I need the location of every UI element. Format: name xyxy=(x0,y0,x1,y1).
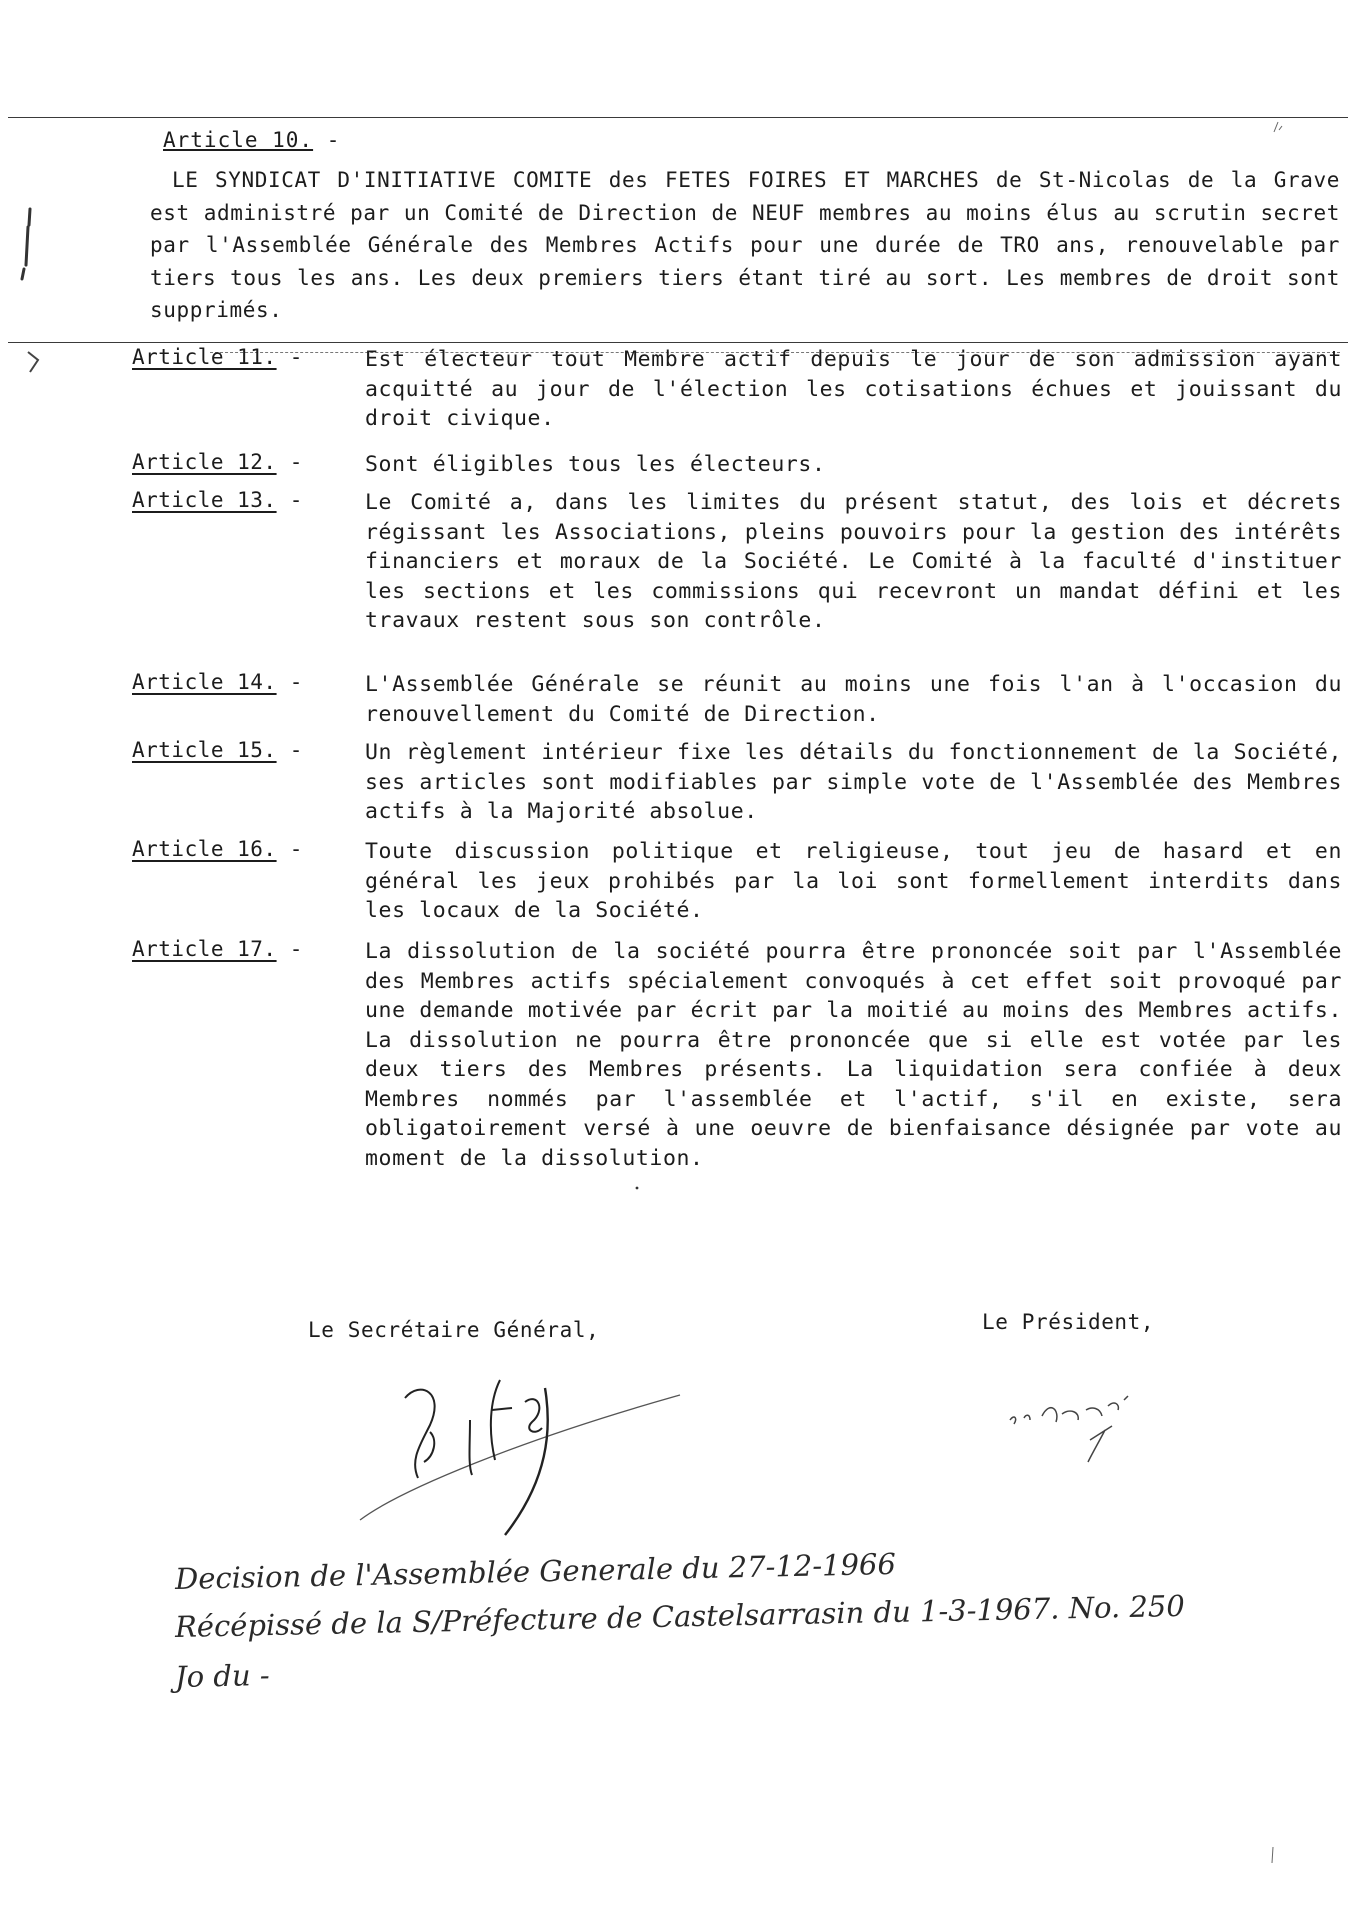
handwritten-line-1: Decision de l'Assemblée Generale du 27-12-1966 xyxy=(174,1546,897,1596)
scan-speck xyxy=(632,1183,642,1193)
article-10-body: LE SYNDICAT D'INITIATIVE COMITE des FETES FOIRES ET MARCHES de St-Nicolas de la Grave est administré par un Comité de Direction de NEUF membres au moins élus au scrutin secret par l'Assemblée Générale des Membres Actifs pour une durée de TRO ans, renouvelable par tiers tous les ans. Les deux premiers tiers étant tiré au sort. Les membres de droit sont supprimés. xyxy=(150,168,1340,322)
president-signature xyxy=(1000,1370,1150,1470)
article-10-heading xyxy=(163,128,340,152)
handwritten-line-3: Jo du - xyxy=(174,1658,270,1694)
article-10-text xyxy=(150,164,1340,327)
margin-mark xyxy=(18,205,38,285)
document-page: Article 10. - LE SYNDICAT D'INITIATIVE COMITE des FETES FOIRES ET MARCHES de St-Nicolas de la Grave est administré par un Comité de Direction de NEUF membres au moins élus au scrutin secret par l'Assemblée Générale des Membres Actifs pour une durée de TRO ans, renouvelable par tiers tous les ans. Les deux premiers tiers étant tiré au sort. Les membres de droit sont supprimés. Article 11. - Est électeur tout Membre actif depuis le jour de son admission ayant acquitté au jour de l'élection les cotisations échues et jouissant du droit civique. Article 12. - Sont éligibles tous les électeurs. Article 13. - Le Comité a, dans les limites du présent statut, des lois et décrets régissant les Associations, pleins pouvoirs pour la gestion des intérêts financiers et moraux de la Société. Le Comité à la faculté d'instituer les sections et les commissions qui recevront un mandat défini et les travaux restent sous son contrôle. Article 14. - L'Assemblée Générale se réunit au moins une fois l'an à l'occasion du renouvellement du Comité de Direction. Article 15. - Un règlement intérieur fixe les détails du fonctionnement de la Société, ses articles sont modifiables par simple vote de l'Assemblée des Membres actifs à la Majorité absolue. Article 16. - Toute discussion politique et religieuse, tout jeu de hasard et en général les jeux prohibés par la loi sont formellement interdits dans les locaux de la Société. Article 17. - La dissolution de la société pourra être prononcée soit par l'Assemblée des Membres actifs spécialement convoqués à cet effet soit provoqué par une demande motivée par écrit par la moitié au moins des Membres actifs. La dissolution ne pourra être prononcée que si elle est votée par les deux tiers des Membres présents. La liquidation sera confiée à deux Membres nommés par l'assemblée et l'actif, s'il en existe, sera obligatoirement versé à une oeuvre de bienfaisance désignée par vote au moment de la dissolution. Le Secrétaire Général, Le Président, Decision de l'Assemblée Generale du 27-12-1966 Récépissé de la S/Préfecture de Castelsarrasin du 1-3-1967. No. 250 Jo du - xyxy=(0,0,1359,1920)
article-17-text: La dissolution de la société pourra être prononcée soit par l'Assemblée des Membres actifs spécialement convoqués à cet effet soit provoqué par une demande motivée par écrit par la moitié au moins des Membres actifs. La dissolution ne pourra être prononcée que si elle est votée par les deux tiers des Membres présents. La liquidation sera confiée à deux Membres nommés par l'assemblée et l'actif, s'il en existe, sera obligatoirement versé à une oeuvre de bienfaisance désignée par vote au moment de la dissolution. xyxy=(365,939,1342,1171)
article-13-label: Article 13. xyxy=(132,488,277,512)
separator-rule xyxy=(8,342,1348,343)
article-14-text: L'Assemblée Générale se réunit au moins une fois l'an à l'occasion du renouvellement du Comité de Direction. xyxy=(365,672,1342,727)
top-rule xyxy=(8,117,1348,118)
article-11-label: Article 11. xyxy=(132,345,277,369)
secretary-label: Le Secrétaire Général, xyxy=(308,1318,600,1342)
article-15-label: Article 15. xyxy=(132,738,277,762)
article-15-text: Un règlement intérieur fixe les détails du fonctionnement de la Société, ses articles sont modifiables par simple vote de l'Assemblée des Membres actifs à la Majorité absolue. xyxy=(365,740,1342,824)
article-12-text: Sont éligibles tous les électeurs. xyxy=(365,452,826,477)
article-11-text: Est électeur tout Membre actif depuis le jour de son admission ayant acquitté au jour de l'élection les cotisations échues et jouissant du droit civique. xyxy=(365,347,1342,431)
article-13-text: Le Comité a, dans les limites du présent statut, des lois et décrets régissant les Associations, pleins pouvoirs pour la gestion des intérêts financiers et moraux de la Société. Le Comité à la faculté d'instituer les sections et les commissions qui recevront un mandat défini et les travaux restent sous son contrôle. xyxy=(365,490,1342,633)
scan-speck xyxy=(1270,120,1286,136)
president-label: Le Président, xyxy=(982,1310,1155,1334)
secretary-signature xyxy=(320,1370,690,1540)
article-10-suffix: - xyxy=(313,128,341,152)
article-16-label: Article 16. xyxy=(132,837,277,861)
handwritten-line-2: Récépissé de la S/Préfecture de Castelsarrasin du 1-3-1967. No. 250 xyxy=(174,1588,1186,1644)
article-17-label: Article 17. xyxy=(132,937,277,961)
article-14-label: Article 14. xyxy=(132,670,277,694)
article-12-label: Article 12. xyxy=(132,450,277,474)
article-10-label: Article 10. xyxy=(163,128,314,152)
margin-tick xyxy=(24,350,44,380)
scan-speck xyxy=(1268,1845,1278,1865)
article-16-text: Toute discussion politique et religieuse, tout jeu de hasard et en général les jeux prohibés par la loi sont formellement interdits dans les locaux de la Société. xyxy=(365,839,1342,923)
